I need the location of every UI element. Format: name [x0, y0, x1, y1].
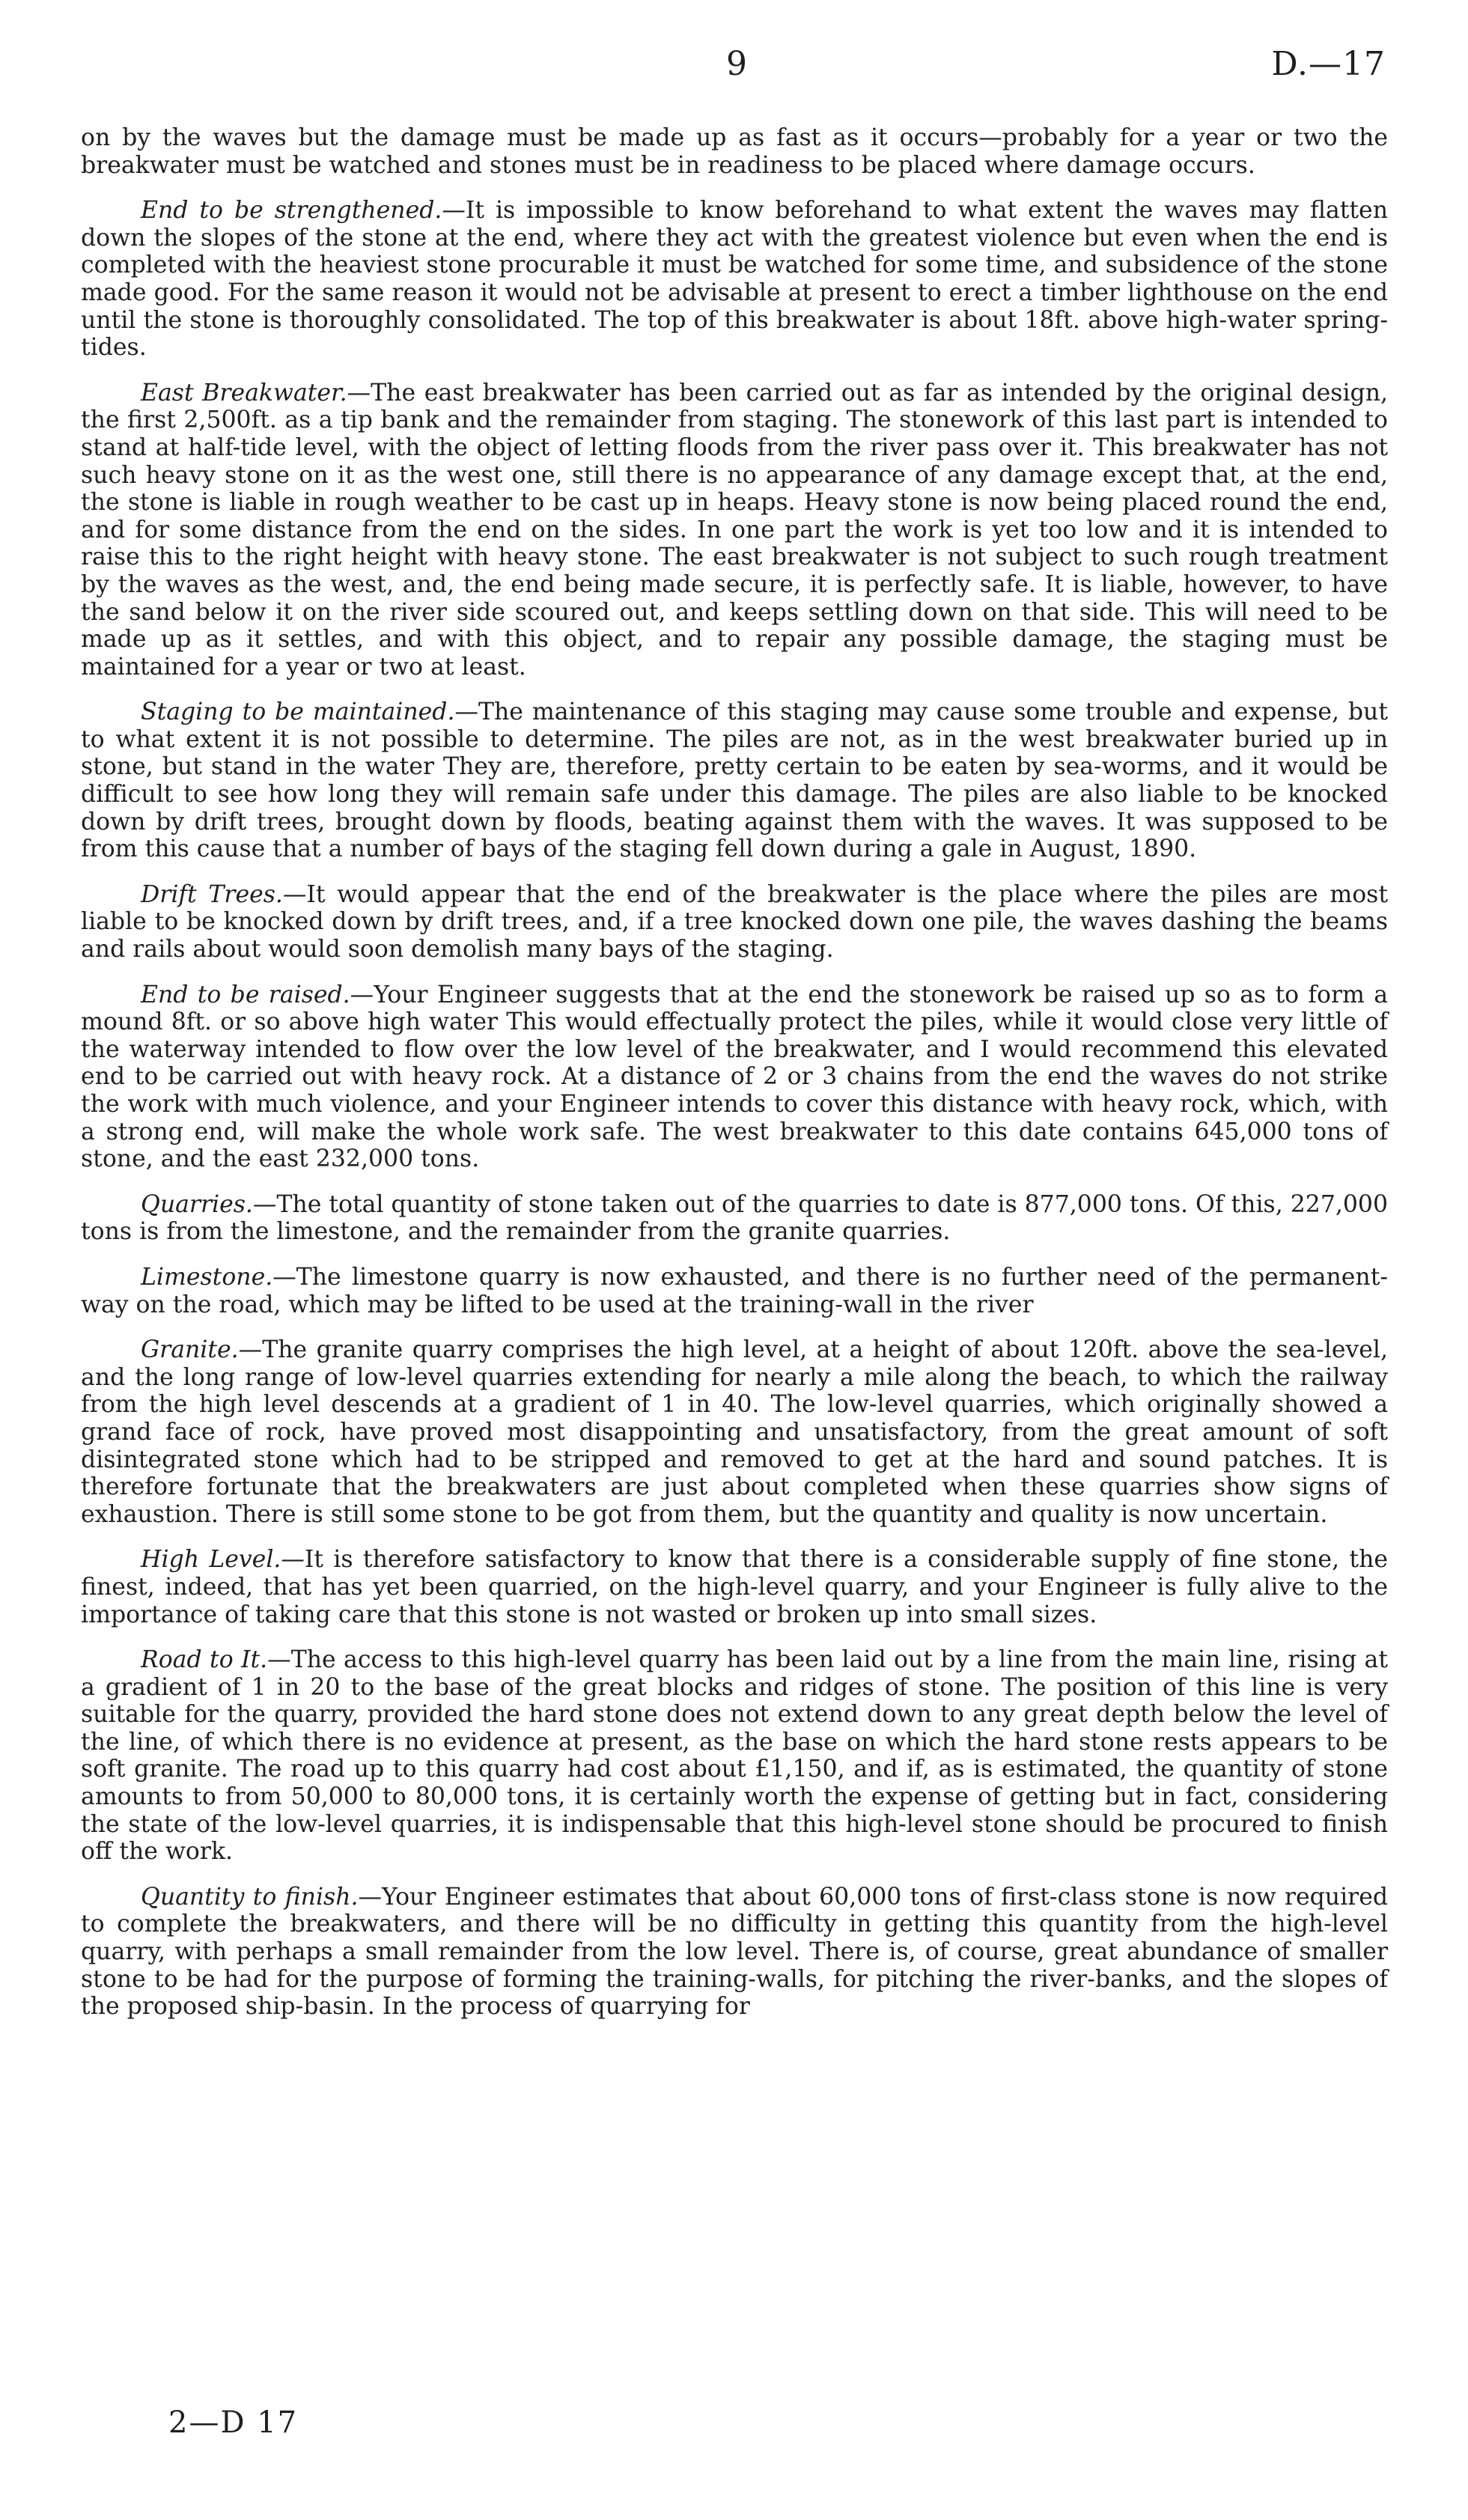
paragraph-text: The total quantity of stone taken out of the quarries to date is 877,000 tons. Of this, 227,000 tons is from the limestone, and the remainder from the granite quarries. — [81, 1190, 1388, 1246]
paragraph-text: It is impossible to know beforehand to what extent the waves may flatten down the slopes of the stone at the end, where they act with the greatest violence but even when the end is completed with the heaviest stone procurable it must be watched for some time, and subsidence of the stone made good. For the same reason it would not be advisable at present to erect a timber lighthouse on the end until the stone is thoroughly consolidated. The top of this breakwater is about 18ft. above high-water spring-tides. — [81, 197, 1388, 362]
paragraph-text: The east breakwater has been carried out as far as intended by the original design, the first 2,500ft. as a tip bank and the remainder from staging. The stonework of this last part is intended to stand at half-tide level, with the object of letting floods from the river pass over it. This breakwater has not such heavy stone on it as the west one, still there is no appearance of any damage except that, at the end, the stone is liable in rough weather to be cast up in heaps. Heavy stone is now being placed round the end, and for some distance from the end on the sides. In one part the work is yet too low and it is intended to raise this to the right height with heavy stone. The east breakwater is not subject to such rough treatment by the waves as the west, and, the end being made secure, it is perfectly safe. It is liable, however, to have the sand below it on the river side scoured out, and keeps settling down on that side. This will need to be made up as it settles, and with this object, and to repair any possible damage, the staging must be maintained for a year or two at least. — [81, 379, 1389, 681]
paragraph-text: The access to this high-level quarry has been laid out by a line from the main line, rising at a gradient of 1 in 20 to the base of the great blocks and ridges of stone. The position of this line is very suitable for the quarry, provided the hard stone does not extend down to any great depth below the level of the line, of which there is no evidence at present, as the base on which the hard stone rests appears to be soft granite. The road up to this quarry had cost about £1,150, and if, as is estimated, the quantity of stone amounts to from 50,000 to 80,000 tons, it is certainly worth the expense of getting but in fact, considering the state of the low-level quarries, it is indispensable that this high-level stone should be procured to finish off the work. — [81, 1646, 1388, 1866]
paragraph-text: The granite quarry comprises the high level, at a height of about 120ft. above the sea-level, and the long range of low-level quarries extending for nearly a mile along the beach, to which the railway from the high level descends at a gradient of 1 in 40. The low-level quarries, which originally showed a grand face of rock, have proved most disappointing and unsatisfactory, from the great amount of soft disintegrated stone which had to be stripped and removed to get at the hard and sound patches. It is therefore fortunate that the breakwaters are just about completed when these quarries show signs of exhaustion. There is still some stone to be got from them, but the quantity and quality is now uncertain. — [81, 1336, 1388, 1528]
paragraph-text: on by the waves but the damage must be made up as fast as it occurs—probably for a year or two the breakwater must be watched and stones must be in readiness to be placed where damage occurs. — [81, 124, 1388, 179]
document-reference: D.—17 — [1271, 45, 1386, 83]
paragraph-granite — [81, 1336, 1388, 1528]
paragraph-limestone — [81, 1264, 1388, 1318]
side-heading: High Level.— — [141, 1546, 305, 1574]
side-heading: Quarries.— — [141, 1190, 277, 1218]
side-heading: Quantity to finish.— — [141, 1883, 383, 1911]
side-heading: Staging to be maintained.— — [141, 699, 478, 726]
paragraph-text: The limestone quarry is now exhausted, and there is no further need of the permanent-way on the road, which may be lifted to be used at the training-wall in the river — [81, 1263, 1388, 1318]
side-heading: Granite.— — [141, 1336, 263, 1364]
page-number: 9 — [726, 45, 747, 83]
paragraph-drift-trees — [81, 881, 1388, 964]
paragraph-east-breakwater — [81, 380, 1388, 681]
paragraph-road-to-it — [81, 1646, 1388, 1866]
paragraph-staging-maintained — [81, 699, 1388, 863]
side-heading: End to be strengthened.— — [141, 197, 466, 225]
page-header — [75, 45, 1393, 90]
paragraph-continuation — [81, 124, 1388, 179]
paragraph-text: Your Engineer suggests that at the end the stonework be raised up so as to form a mound 8ft. or so above high water This would effectually protect the piles, while it would close very little of the waterway intended to flow over the low level of the breakwater, and I would recommend this elevated end to be carried out with heavy rock. At a distance of 2 or 3 chains from the end the waves do not strike the work with much violence, and your Engineer intends to cover this distance with heavy rock, which, with a strong end, will make the whole work safe. The west breakwater to this date contains 645,000 tons of stone, and the east 232,000 tons. — [81, 981, 1389, 1173]
paragraph-end-raised — [81, 981, 1388, 1173]
paragraph-text: It is therefore satisfactory to know that there is a considerable supply of fine stone, the finest, indeed, that has yet been quarried, on the high-level quarry, and your Engineer is fully alive to the importance of taking care that this stone is not wasted or broken up into small sizes. — [81, 1546, 1389, 1628]
paragraph-quantity-to-finish — [81, 1884, 1388, 2021]
paragraph-text: It would appear that the end of the breakwater is the place where the piles are most liable to be knocked down by drift trees, and, if a tree knocked down one pile, the waves dashing the beams and rails about would soon demolish many bays of the staging. — [81, 880, 1389, 964]
report-body — [81, 124, 1388, 2039]
paragraph-end-strengthened — [81, 197, 1388, 362]
paragraph-quarries — [81, 1191, 1388, 1246]
side-heading: Road to It.— — [141, 1646, 291, 1674]
paragraph-text: The maintenance of this staging may cause some trouble and expense, but to what extent it is not possible to determine. The piles are not, as in the west breakwater buried up in stone, but stand in the water They are, therefore, pretty certain to be eaten by sea-worms, and it would be difficult to see how long they will remain safe under this damage. The piles are also liable to be knocked down by drift trees, brought down by floods, beating against them with the waves. It was supposed to be from this cause that a number of bays of the staging fell down during a gale in August, 1890. — [81, 699, 1389, 863]
side-heading: End to be raised.— — [141, 981, 374, 1008]
side-heading: East Breakwater.— — [141, 379, 371, 407]
paragraph-high-level — [81, 1546, 1388, 1628]
side-heading: Drift Trees.— — [141, 880, 307, 908]
side-heading: Limestone.— — [141, 1263, 296, 1291]
signature-mark: 2—D 17 — [168, 2405, 299, 2440]
paragraph-text: Your Engineer estimates that about 60,000 tons of first-class stone is now required to complete the breakwaters, and there will be no difficulty in getting this quantity from the high-level quarry, with perhaps a small remainder from the low level. There is, of course, great abundance of smaller stone to be had for the purpose of forming the training-walls, for pitching the river-banks, and the slopes of the proposed ship-basin. In the process of quarrying for — [81, 1883, 1389, 2021]
